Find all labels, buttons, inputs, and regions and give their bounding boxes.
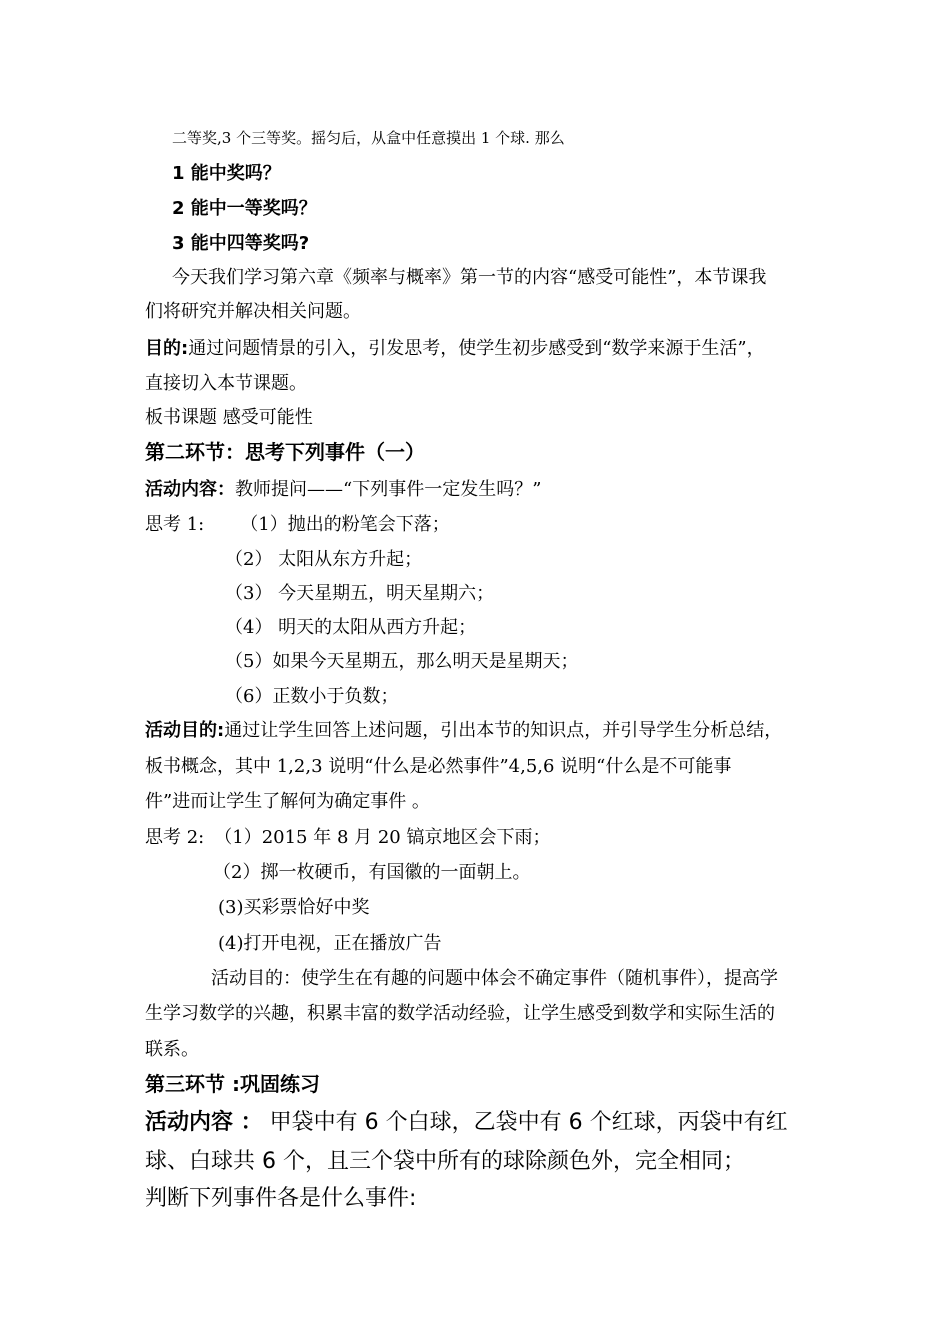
- section3-content-line: 球、白球共 6 个，且三个袋中所有的球除颜色外，完全相同；: [145, 1149, 745, 1174]
- board-title: 板书课题 感受可能性: [145, 407, 313, 428]
- think1-label: 思考 1:: [145, 514, 205, 535]
- question-2: 2 能中一等奖吗？: [172, 198, 317, 219]
- intro-line: 二等奖,3 个三等奖。摇匀后，从盒中任意摸出 1 个球. 那么: [172, 129, 565, 147]
- think1-item: （1）抛出的粉笔会下落；: [240, 514, 450, 535]
- purpose-text: 通过让学生回答上述问题，引出本节的知识点，并引导学生分析总结，: [224, 720, 783, 741]
- purpose-line: 板书概念，其中 1,2,3 说明“什么是必然事件”4,5,6 说明“什么是不可能事: [145, 756, 732, 777]
- content-label: 活动内容 ：: [145, 1110, 263, 1135]
- purpose-line: 件”进而让学生了解何为确定事件 。: [145, 791, 430, 812]
- think1-item: （3） 今天星期五，明天星期六；: [225, 583, 495, 604]
- intro-paragraph-line: 今天我们学习第六章《频率与概率》第一节的内容“感受可能性”，本节课我: [172, 267, 767, 288]
- think2-item: (4)打开电视，正在播放广告: [218, 933, 442, 954]
- question-1: 1 能中奖吗？: [172, 163, 281, 184]
- section2-content: [145, 478, 541, 502]
- content-text: 教师提问——“下列事件一定发生吗？”: [235, 479, 542, 500]
- question-3: 3 能中四等奖吗?: [172, 233, 310, 254]
- think1-item: （6）正数小于负数；: [225, 686, 399, 707]
- goal-label: 目的:: [145, 338, 189, 359]
- content-label: 活动内容：: [145, 479, 235, 500]
- goal-line: 直接切入本节课题。: [145, 373, 307, 394]
- think2-label: 思考 2:: [145, 827, 205, 848]
- goal-line: [145, 337, 765, 361]
- think2-item: （2）掷一枚硬币，有国徽的一面朝上。: [213, 862, 531, 883]
- think2-item: （1）2015 年 8 月 20 镐京地区会下雨；: [214, 827, 551, 848]
- section3-content: [145, 1108, 788, 1138]
- think1-item: （2） 太阳从东方升起；: [225, 549, 423, 570]
- content-text: 甲袋中有 6 个白球，乙袋中有 6 个红球，丙袋中有红: [262, 1110, 788, 1135]
- think1-item: （5）如果今天星期五，那么明天是星期天；: [225, 651, 579, 672]
- think2-item: (3)买彩票恰好中奖: [218, 897, 370, 918]
- section3-heading: 第三环节 :巩固练习: [145, 1072, 320, 1096]
- section2-heading: 第二环节：思考下列事件（一）: [145, 440, 425, 464]
- think1-item: （4） 明天的太阳从西方升起；: [225, 617, 477, 638]
- purpose2-line: 活动目的：使学生在有趣的问题中体会不确定事件（随机事件），提高学: [211, 968, 778, 989]
- purpose2-line: 联系。: [145, 1039, 199, 1060]
- goal-text: 通过问题情景的引入，引发思考，使学生初步感受到“数学来源于生活”，: [188, 338, 765, 359]
- section3-content-line: 判断下列事件各是什么事件:: [145, 1186, 417, 1211]
- think1-line: [145, 513, 450, 537]
- purpose2-line: 生学习数学的兴趣，积累丰富的数学活动经验，让学生感受到数学和实际生活的: [145, 1003, 775, 1024]
- purpose-line: [145, 719, 782, 743]
- think2-line: [145, 826, 550, 850]
- intro-paragraph-line: 们将研究并解决相关问题。: [145, 301, 361, 322]
- purpose-label: 活动目的:: [145, 720, 225, 741]
